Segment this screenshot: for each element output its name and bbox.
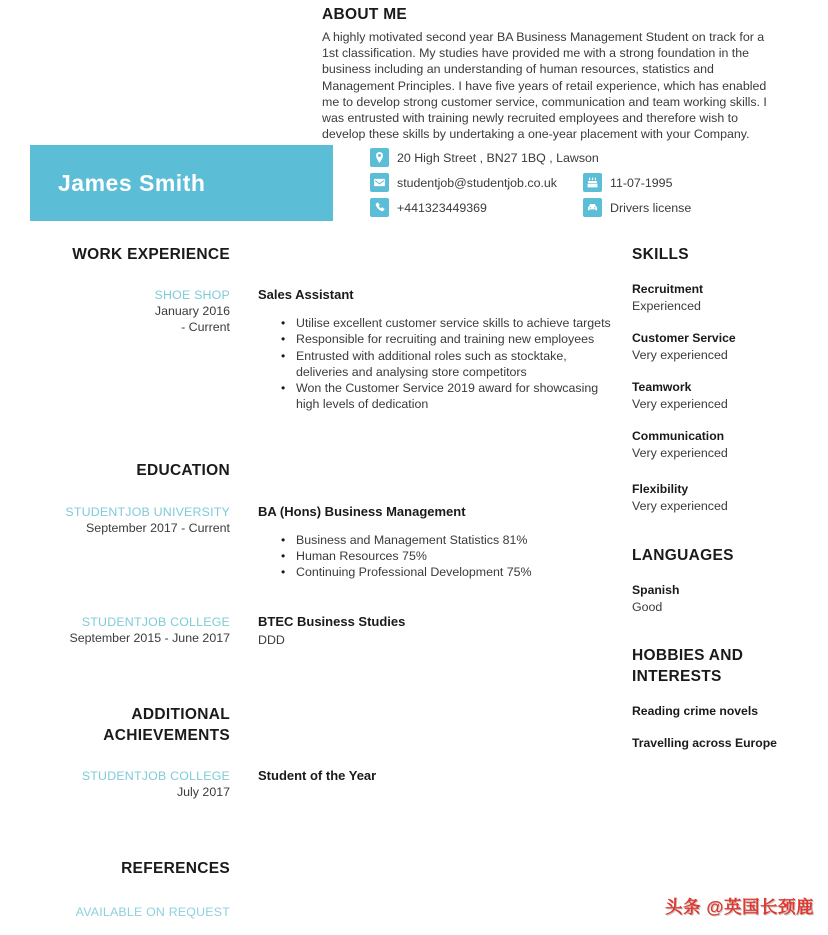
achievements-section <box>30 704 612 746</box>
skill-item <box>632 331 800 363</box>
education-title: BA (Hons) Business Management <box>258 503 466 519</box>
skills-list <box>632 282 800 514</box>
about-text: A highly motivated second year BA Business Management Student on track for a 1st classification. My studies have provided me with a strong foundation in the business including an understanding of human resources, statistics and Management Principles. I have five years of retail experience, which has enabled me to develop strong customer service, communication and team working skills. I was entrusted with training newly recruited employees and therefore wish to develop these skills by undertaking a one-year placement with your Company. <box>322 30 767 142</box>
skill-name: Recruitment <box>632 282 704 296</box>
work-heading: WORK EXPERIENCE <box>72 246 230 263</box>
achievements-heading: ADDITIONAL ACHIEVEMENTS <box>103 705 230 744</box>
skill-level: Very experienced <box>632 348 728 362</box>
references-section <box>30 858 612 879</box>
toutiao-watermark: 头条 @英国长颈鹿 <box>665 897 814 917</box>
skill-name: Customer Service <box>632 331 736 345</box>
work-bullet: • Won the Customer Service 2019 award for showcasing high levels of dedication <box>258 380 612 413</box>
skill-level: Very experienced <box>632 499 728 513</box>
hobbies-heading: HOBBIES AND INTERESTS <box>632 647 744 685</box>
skill-name: Flexibility <box>632 482 689 496</box>
references-note-row <box>30 905 612 919</box>
work-bullet: • Responsible for recruiting and training new employees <box>258 331 612 347</box>
work-org: SHOE SHOP <box>154 288 230 302</box>
education-dates: September 2017 - Current <box>86 520 230 535</box>
achievement-org: STUDENTJOB COLLEGE <box>81 768 230 783</box>
work-section <box>30 244 612 265</box>
phone-icon <box>370 198 389 217</box>
hobbies-section <box>632 645 800 751</box>
languages-heading: LANGUAGES <box>632 547 734 564</box>
work-date-line2: - Current <box>181 320 230 334</box>
contact-phone-text: +441323449369 <box>397 200 487 215</box>
about-section <box>322 6 784 142</box>
work-bullet-list <box>258 315 612 413</box>
skill-item <box>632 482 800 514</box>
about-heading: ABOUT ME <box>322 6 408 23</box>
skill-name: Communication <box>632 429 725 443</box>
education-org: STUDENTJOB UNIVERSITY <box>65 504 230 519</box>
name-banner <box>30 145 333 221</box>
achievement-date: July 2017 <box>176 784 230 799</box>
work-title: Sales Assistant <box>258 287 354 302</box>
work-entry <box>30 287 612 413</box>
education-section <box>30 460 612 481</box>
skill-level: Very experienced <box>632 446 728 460</box>
skill-level: Very experienced <box>632 397 728 411</box>
skill-name: Teamwork <box>632 380 692 394</box>
work-bullet: • Utilise excellent customer service skills to achieve targets <box>258 315 612 331</box>
references-heading: REFERENCES <box>121 859 230 877</box>
education-dates: September 2015 - June 2017 <box>69 630 230 645</box>
achievement-entry <box>30 768 612 800</box>
references-note: AVAILABLE ON REQUEST <box>75 904 230 919</box>
education-heading: EDUCATION <box>136 461 230 479</box>
skills-heading: SKILLS <box>632 246 689 263</box>
contact-email <box>370 173 583 192</box>
language-item <box>632 583 800 615</box>
candidate-name: James Smith <box>58 169 206 196</box>
education-entry-university <box>30 504 612 581</box>
hobby-item: Reading crime novels <box>632 704 758 718</box>
skill-item <box>632 429 800 461</box>
main-column <box>30 244 612 919</box>
achievement-title: Student of the Year <box>258 767 377 783</box>
skill-item <box>632 282 800 314</box>
contact-birthday-text: 11-07-1995 <box>610 175 673 190</box>
education-bullet: • Business and Management Statistics 81% <box>258 532 612 548</box>
contact-email-text: studentjob@studentjob.co.uk <box>397 175 557 190</box>
contact-phone <box>370 198 583 217</box>
education-entry-college <box>30 614 612 648</box>
work-date-line1: January 2016 <box>154 304 230 318</box>
contact-address <box>370 148 810 167</box>
envelope-icon <box>370 173 389 192</box>
car-icon <box>583 198 602 217</box>
contact-birthday <box>583 173 810 192</box>
language-name: Spanish <box>632 583 680 597</box>
education-bullet-list <box>258 532 612 581</box>
languages-section <box>632 545 800 615</box>
education-grade: DDD <box>258 632 285 647</box>
education-org: STUDENTJOB COLLEGE <box>81 614 230 629</box>
skill-level: Experienced <box>632 299 701 313</box>
sidebar <box>632 244 800 751</box>
education-bullet: • Continuing Professional Development 75% <box>258 564 612 580</box>
birthday-cake-icon <box>583 173 602 192</box>
education-bullet: • Human Resources 75% <box>258 548 612 564</box>
location-pin-icon <box>370 148 389 167</box>
hobby-item: Travelling across Europe <box>632 736 777 750</box>
work-bullet: • Entrusted with additional roles such as stocktake, deliveries and analysing store competitors <box>258 348 612 381</box>
contact-address-text: 20 High Street , BN27 1BQ , Lawson <box>397 150 599 165</box>
skill-item <box>632 380 800 412</box>
contact-license <box>583 198 810 217</box>
language-level: Good <box>632 600 663 614</box>
contact-license-text: Drivers license <box>610 200 692 215</box>
contact-block <box>370 145 810 220</box>
education-title: BTEC Business Studies <box>258 613 406 629</box>
